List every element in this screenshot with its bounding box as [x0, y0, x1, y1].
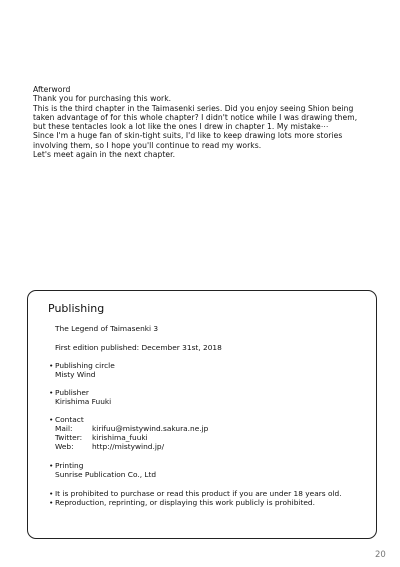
afterword-line: This is the third chapter in the Taimasenki series. Did you enjoy seeing Shion being	[33, 103, 354, 113]
printing-label: • Printing	[49, 461, 84, 470]
afterword-line: taken advantage of for this whole chapter? I didn't notice while I was drawing them,	[33, 112, 358, 122]
publisher-value: Kirishima Fuuki	[55, 397, 112, 406]
age-notice: • It is prohibited to purchase or read this product if you are under 18 years old.	[49, 489, 342, 498]
afterword-line: Let's meet again in the next chapter.	[33, 150, 176, 160]
publishing-box	[27, 290, 377, 539]
web-url: http://mistywind.jp/	[92, 442, 165, 451]
bullet: •	[49, 388, 54, 397]
afterword-text	[33, 85, 383, 159]
contact-label: • Contact	[49, 415, 84, 424]
printing-value: Sunrise Publication Co., Ltd	[55, 470, 157, 479]
contact-web	[55, 442, 164, 451]
afterword-line: involving them, so I hope you'll continue to read my works.	[33, 140, 262, 150]
bullet: •	[49, 461, 54, 470]
contact-twitter	[55, 433, 148, 442]
bullet: •	[49, 498, 54, 507]
publishing-circle-value: Misty Wind	[55, 370, 96, 379]
mail-address: kirifuu@mistywind.sakura.ne.jp	[92, 424, 209, 433]
web-label: Web:	[55, 442, 74, 451]
bullet: •	[49, 489, 54, 498]
first-edition-date: First edition published: December 31st, 2018	[55, 343, 222, 352]
mail-label: Mail:	[55, 424, 73, 433]
page-number: 20	[375, 550, 386, 560]
afterword-line: Thank you for purchasing this work.	[33, 94, 172, 104]
afterword-line: but these tentacles look a lot like the ones I drew in chapter 1. My mistake⋯	[33, 122, 329, 132]
twitter-label: Twitter:	[55, 433, 83, 442]
contact-mail	[55, 424, 208, 433]
bullet: •	[49, 361, 54, 370]
book-title: The Legend of Taimasenki 3	[55, 324, 159, 333]
reproduction-notice: • Reproduction, reprinting, or displaying this work publicly is prohibited.	[49, 498, 315, 507]
bullet: •	[49, 415, 54, 424]
afterword-heading: Afterword	[33, 85, 71, 94]
publishing-circle-label: • Publishing circle	[49, 361, 115, 370]
twitter-handle: kirishima_fuuki	[92, 433, 148, 442]
publishing-heading: Publishing	[48, 302, 105, 315]
afterword-line: Since I'm a huge fan of skin-tight suits, I'd like to keep drawing lots more stories	[33, 131, 343, 141]
publisher-label: • Publisher	[49, 388, 89, 397]
